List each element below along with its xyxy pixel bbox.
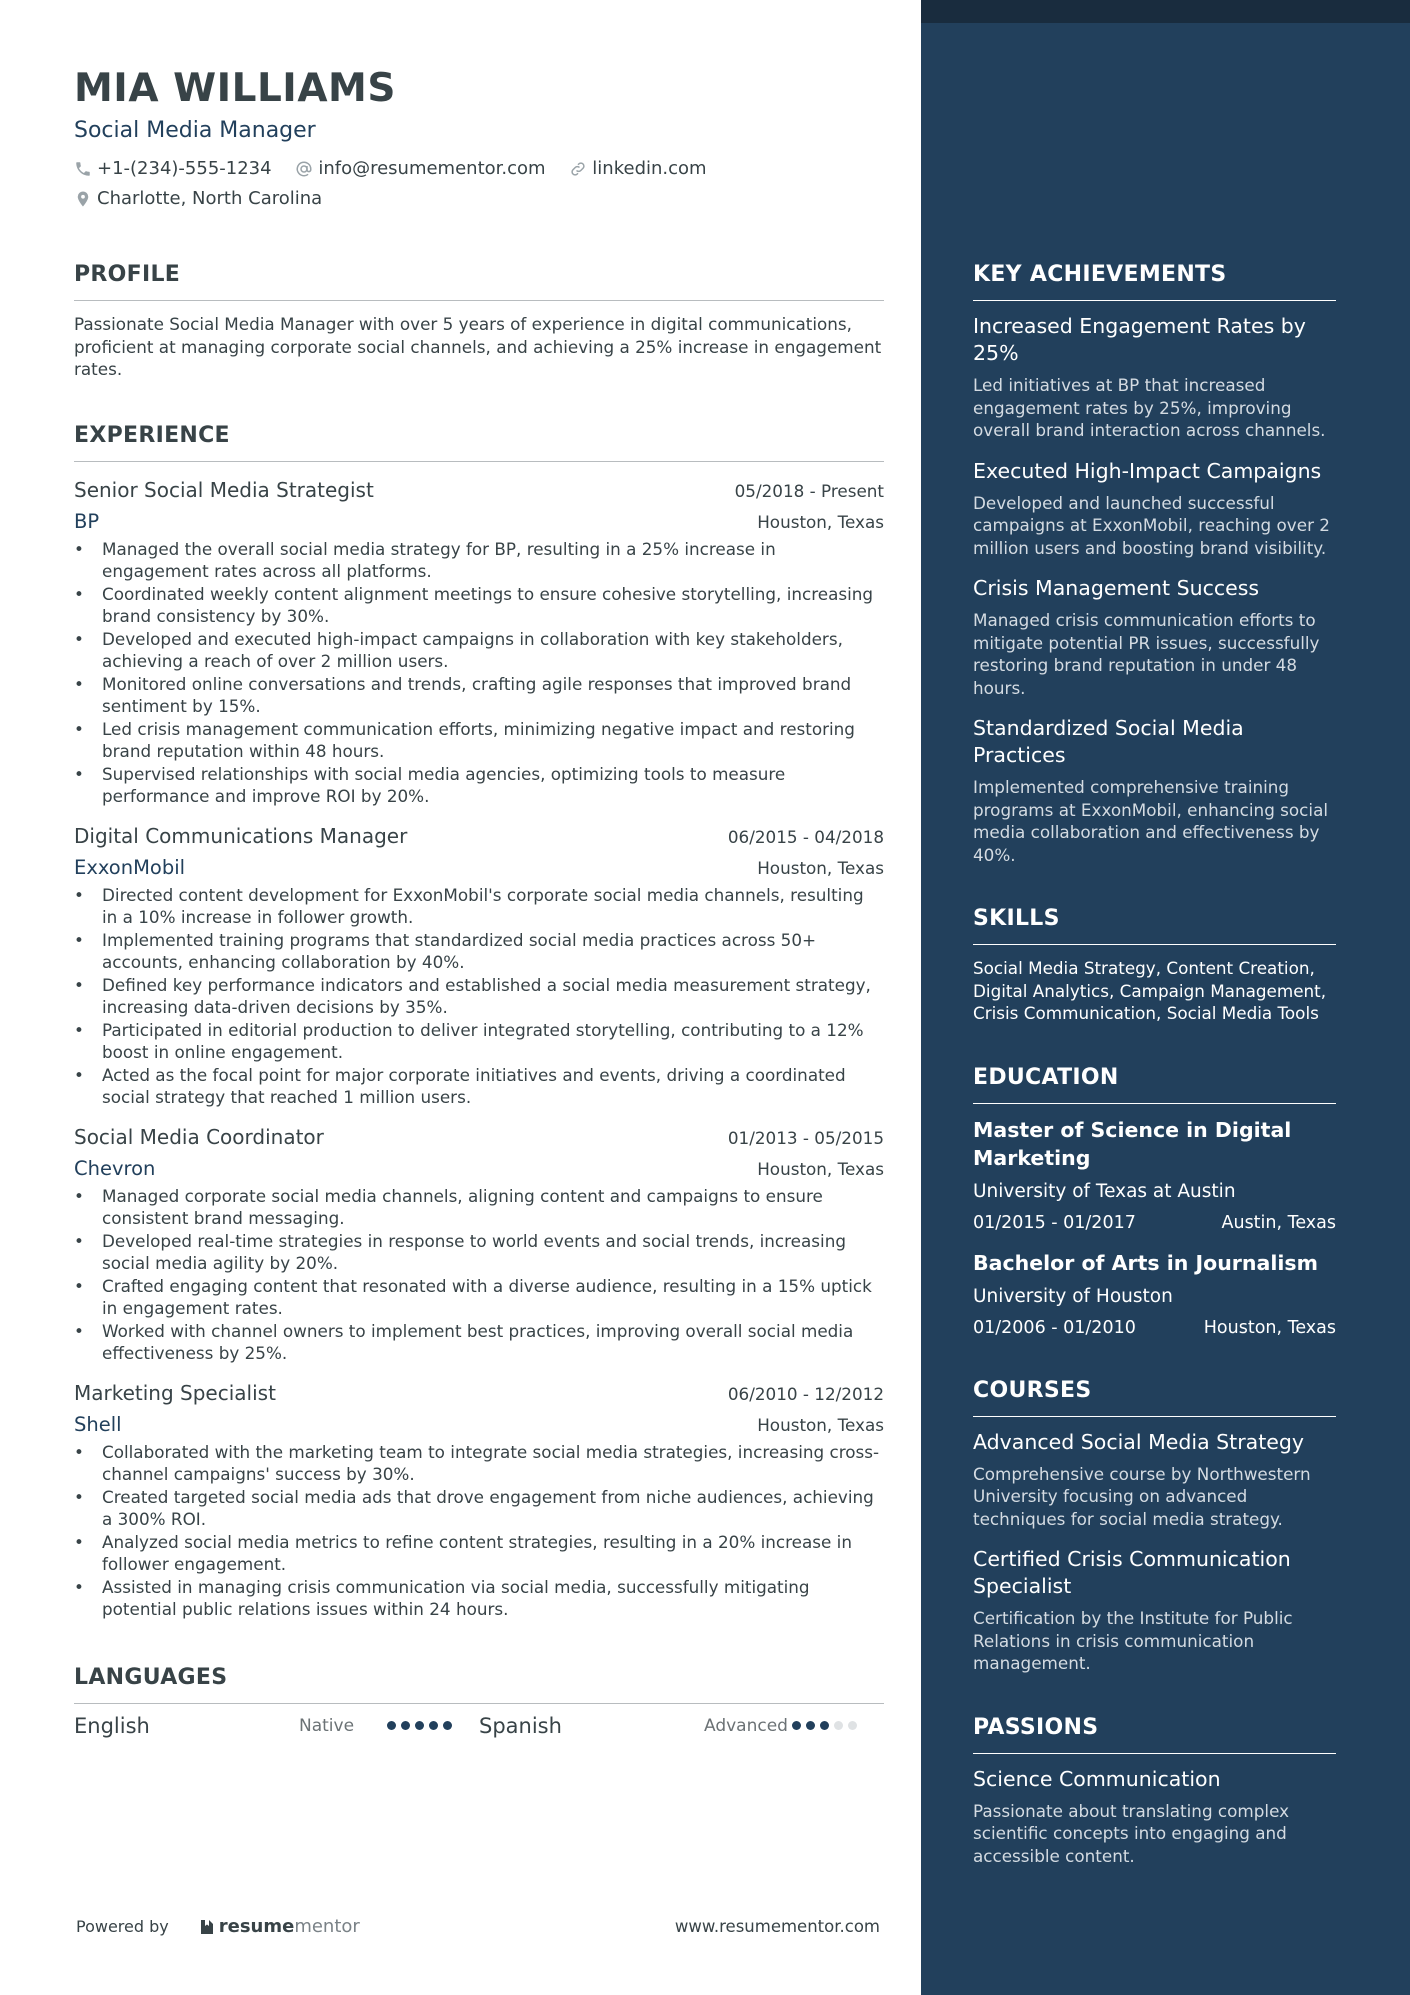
location-pin-icon xyxy=(74,190,92,208)
achievement-title: Executed High-Impact Campaigns xyxy=(973,458,1322,483)
contact-email[interactable] xyxy=(295,156,545,182)
job-role: Senior Social Media Strategist xyxy=(74,477,374,502)
job-bullets xyxy=(74,884,884,1109)
language-item xyxy=(479,1714,884,1738)
job-entry xyxy=(74,1123,884,1365)
course-title: Advanced Social Media Strategy xyxy=(973,1429,1304,1454)
contact-phone[interactable] xyxy=(74,156,272,182)
powered-by-label: Powered by xyxy=(76,1917,169,1936)
achievement-title: Increased Engagement Rates by 25% xyxy=(973,314,1306,365)
rating-dot-filled xyxy=(820,1721,829,1730)
job-dates: 01/2013 - 05/2015 xyxy=(727,1127,884,1148)
job-role: Digital Communications Manager xyxy=(74,823,408,848)
education-dates: 01/2006 - 01/2010 xyxy=(973,1317,1136,1338)
job-subheader xyxy=(74,1157,884,1181)
courses-heading: COURSES xyxy=(973,1376,1336,1417)
skills-section xyxy=(973,904,1336,1025)
job-bullet: • Crafted engaging content that resonated with a diverse audience, resulting in a 15% uptick in engagement rates. xyxy=(74,1275,884,1320)
course-desc: Certification by the Institute for Public Relations in crisis communication management. xyxy=(973,1608,1293,1673)
job-bullet: • Directed content development for ExxonMobil's corporate social media channels, resulting in a 10% increase in follower growth. xyxy=(74,884,884,929)
passions-section xyxy=(973,1713,1336,1868)
language-level: Native xyxy=(299,1715,355,1736)
contact-row-2 xyxy=(74,186,884,216)
achievement-item xyxy=(973,715,1336,866)
achievements-heading: KEY ACHIEVEMENTS xyxy=(973,260,1336,301)
job-bullet: • Managed the overall social media strategy for BP, resulting in a 25% increase in engagement rates across all platforms. xyxy=(74,538,884,583)
achievement-title: Standardized Social Media Practices xyxy=(973,716,1244,767)
achievement-desc: Developed and launched successful campaigns at ExxonMobil, reaching over 2 million users and boosting brand visibility. xyxy=(973,492,1330,558)
rating-dot-filled xyxy=(429,1721,438,1730)
education-location: Austin, Texas xyxy=(1221,1212,1336,1233)
course-item xyxy=(973,1429,1336,1531)
job-company: Chevron xyxy=(74,1156,156,1180)
job-bullet: • Developed and executed high-impact campaigns in collaboration with key stakeholders, achieving a reach of over 2 million users. xyxy=(74,628,884,673)
brand-mark-icon xyxy=(199,1918,215,1936)
candidate-title: Social Media Manager xyxy=(74,118,316,143)
education-item xyxy=(973,1249,1336,1338)
job-company: BP xyxy=(74,509,100,533)
job-role: Social Media Coordinator xyxy=(74,1124,324,1149)
profile-heading: PROFILE xyxy=(74,260,884,301)
sidebar-top-band xyxy=(921,0,1410,23)
candidate-name: MIA WILLIAMS xyxy=(74,66,396,111)
passion-desc: Passionate about translating complex scientific concepts into engaging and accessible content. xyxy=(973,1800,1290,1866)
job-bullet: • Worked with channel owners to implement best practices, improving overall social media effectiveness by 25%. xyxy=(74,1320,884,1365)
achievements-section xyxy=(973,260,1336,866)
contact-location xyxy=(74,186,322,212)
achievement-item xyxy=(973,313,1336,442)
skills-text: Social Media Strategy, Content Creation, Digital Analytics, Campaign Management, Crisis Communication, Social Media Tools xyxy=(973,958,1327,1023)
rating-dot-empty xyxy=(834,1721,843,1730)
contact-info xyxy=(74,156,884,216)
brand-name-a: resume xyxy=(218,1916,295,1937)
job-subheader xyxy=(74,1413,884,1437)
language-name: English xyxy=(74,1713,150,1738)
job-dates: 05/2018 - Present xyxy=(734,480,884,501)
education-item xyxy=(973,1116,1336,1233)
job-role: Marketing Specialist xyxy=(74,1380,276,1405)
sidebar xyxy=(921,0,1410,1995)
experience-section xyxy=(74,421,884,1621)
job-bullet: • Analyzed social media metrics to refine content strategies, resulting in a 20% increase in follower engagement. xyxy=(74,1531,884,1576)
brand-name-b: mentor xyxy=(294,1916,360,1937)
language-level: Advanced xyxy=(704,1715,788,1736)
job-bullet: • Participated in editorial production to deliver integrated storytelling, contributing to a 12% boost in online engagement. xyxy=(74,1019,884,1064)
job-dates: 06/2010 - 12/2012 xyxy=(727,1383,884,1404)
email-text: info@resumementor.com xyxy=(318,158,546,179)
job-entry xyxy=(74,476,884,808)
education-school: University of Houston xyxy=(973,1285,1173,1307)
job-bullet: • Implemented training programs that standardized social media practices across 50+ accounts, enhancing collaboration by 40%. xyxy=(74,929,884,974)
course-title: Certified Crisis Communication Specialist xyxy=(973,1547,1291,1598)
job-bullet: • Supervised relationships with social media agencies, optimizing tools to measure performance and improve ROI by 20%. xyxy=(74,763,884,808)
job-company: Shell xyxy=(74,1412,122,1436)
course-desc: Comprehensive course by Northwestern University focusing on advanced techniques for social media strategy. xyxy=(973,1463,1311,1529)
powered-by xyxy=(76,1916,360,1937)
profile-section xyxy=(74,260,884,381)
course-item xyxy=(973,1546,1336,1675)
at-icon xyxy=(295,160,313,178)
achievement-desc: Managed crisis communication efforts to mitigate potential PR issues, successfully restoring brand reputation in under 48 hours. xyxy=(973,610,1320,698)
education-degree: Master of Science in Digital Marketing xyxy=(973,1117,1292,1170)
courses-section xyxy=(973,1376,1336,1675)
job-bullet: • Defined key performance indicators and established a social media measurement strategy, increasing data-driven decisions by 35%. xyxy=(74,974,884,1019)
job-location: Houston, Texas xyxy=(757,1414,884,1435)
languages-heading: LANGUAGES xyxy=(74,1663,884,1704)
sidebar-content xyxy=(973,260,1336,1905)
job-bullet: • Led crisis management communication efforts, minimizing negative impact and restoring brand reputation within 48 hours. xyxy=(74,718,884,763)
job-location: Houston, Texas xyxy=(757,857,884,878)
passion-title: Science Communication xyxy=(973,1766,1221,1791)
rating-dot-filled xyxy=(415,1721,424,1730)
language-item xyxy=(74,1714,479,1738)
rating-dot-filled xyxy=(792,1721,801,1730)
link-icon xyxy=(569,160,587,178)
job-bullet: • Developed real-time strategies in response to world events and social trends, increasing social media agility by 20%. xyxy=(74,1230,884,1275)
rating-dot-filled xyxy=(387,1721,396,1730)
rating-dot-empty xyxy=(848,1721,857,1730)
contact-linkedin[interactable] xyxy=(569,156,706,182)
job-header xyxy=(74,1379,884,1407)
phone-text: +1-(234)-555-1234 xyxy=(97,158,272,179)
job-header xyxy=(74,476,884,504)
education-school: University of Texas at Austin xyxy=(973,1180,1236,1202)
job-subheader xyxy=(74,510,884,534)
footer xyxy=(76,1916,880,1937)
education-degree: Bachelor of Arts in Journalism xyxy=(973,1250,1318,1275)
job-header xyxy=(74,822,884,850)
location-text: Charlotte, North Carolina xyxy=(97,188,323,209)
achievement-title: Crisis Management Success xyxy=(973,576,1260,600)
education-heading: EDUCATION xyxy=(973,1063,1336,1104)
education-section xyxy=(973,1063,1336,1338)
achievement-desc: Led initiatives at BP that increased engagement rates by 25%, improving overall brand interaction across channels. xyxy=(973,375,1326,440)
language-name: Spanish xyxy=(479,1713,562,1738)
linkedin-text: linkedin.com xyxy=(592,158,707,179)
job-company: ExxonMobil xyxy=(74,855,186,879)
job-bullet: • Monitored online conversations and trends, crafting agile responses that improved brand sentiment by 15%. xyxy=(74,673,884,718)
languages-row xyxy=(74,1714,884,1738)
job-entry xyxy=(74,1379,884,1621)
education-meta xyxy=(973,1318,1336,1338)
experience-heading: EXPERIENCE xyxy=(74,421,884,462)
phone-icon xyxy=(74,160,92,178)
profile-text: Passionate Social Media Manager with over 5 years of experience in digital communications, proficient at managing corporate social channels, and achieving a 25% increase in engagement rates. xyxy=(74,314,882,379)
education-dates: 01/2015 - 01/2017 xyxy=(973,1212,1136,1233)
contact-row-1 xyxy=(74,156,884,186)
job-entry xyxy=(74,822,884,1109)
job-bullets xyxy=(74,1441,884,1621)
achievement-item xyxy=(973,458,1336,560)
job-bullet: • Coordinated weekly content alignment meetings to ensure cohesive storytelling, increasing brand consistency by 30%. xyxy=(74,583,884,628)
passion-item xyxy=(973,1766,1336,1868)
education-meta xyxy=(973,1213,1336,1233)
job-location: Houston, Texas xyxy=(757,1158,884,1179)
job-bullet: • Created targeted social media ads that drove engagement from niche audiences, achieving a 300% ROI. xyxy=(74,1486,884,1531)
job-header xyxy=(74,1123,884,1151)
rating-dot-filled xyxy=(443,1721,452,1730)
rating-dot-filled xyxy=(806,1721,815,1730)
achievement-desc: Implemented comprehensive training programs at ExxonMobil, enhancing social media collaboration and effectiveness by 40%. xyxy=(973,777,1329,865)
skills-heading: SKILLS xyxy=(973,904,1336,945)
passions-heading: PASSIONS xyxy=(973,1713,1336,1754)
main-content xyxy=(74,62,884,1738)
job-bullet: • Acted as the focal point for major corporate initiatives and events, driving a coordinated social strategy that reached 1 million users. xyxy=(74,1064,884,1109)
job-bullet: • Managed corporate social media channels, aligning content and campaigns to ensure consistent brand messaging. xyxy=(74,1185,884,1230)
job-bullets xyxy=(74,538,884,808)
job-dates: 06/2015 - 04/2018 xyxy=(727,826,884,847)
languages-section xyxy=(74,1663,884,1738)
job-location: Houston, Texas xyxy=(757,511,884,532)
rating-dot-filled xyxy=(401,1721,410,1730)
language-rating xyxy=(792,1721,857,1730)
job-bullet: • Assisted in managing crisis communication via social media, successfully mitigating potential public relations issues within 24 hours. xyxy=(74,1576,884,1621)
language-rating xyxy=(387,1721,452,1730)
job-subheader xyxy=(74,856,884,880)
brand-logo[interactable] xyxy=(199,1916,360,1937)
footer-url[interactable]: www.resumementor.com xyxy=(674,1917,880,1936)
education-location: Houston, Texas xyxy=(1203,1317,1336,1338)
job-bullet: • Collaborated with the marketing team to integrate social media strategies, increasing cross-channel campaigns' success by 30%. xyxy=(74,1441,884,1486)
job-bullets xyxy=(74,1185,884,1365)
achievement-item xyxy=(973,575,1336,699)
